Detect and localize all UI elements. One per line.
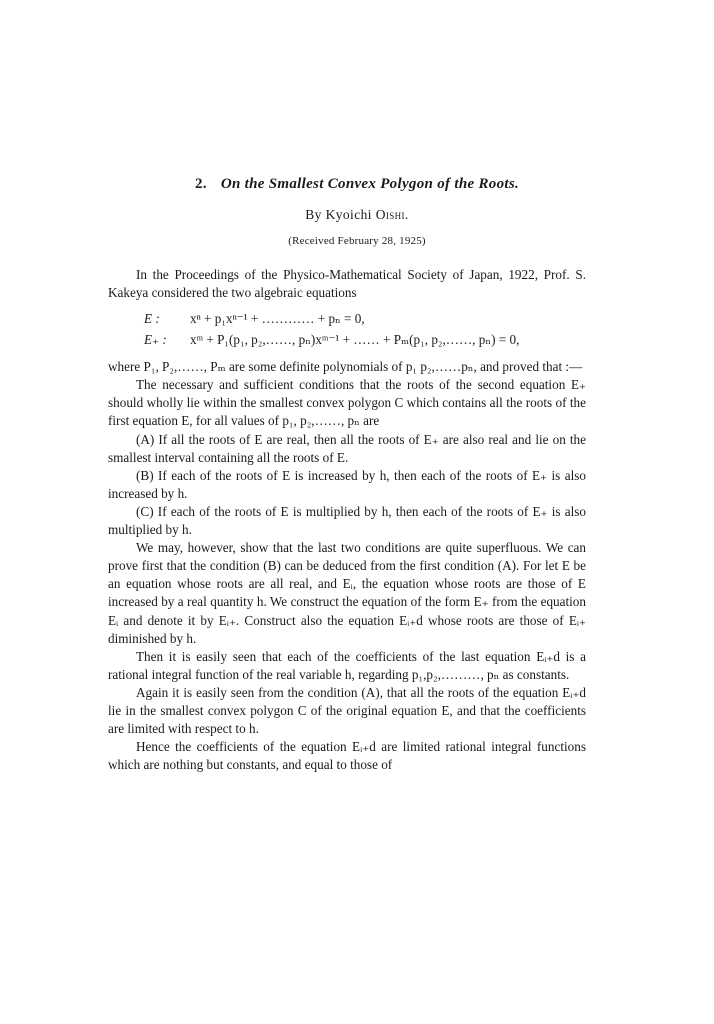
condition-c: (C) If each of the roots of E is multiplied by h, then each of the roots of E₊ is also multiplied by h. [108, 503, 586, 538]
author-prefix: By Kyoichi [305, 207, 372, 222]
paragraph-superfluous: We may, however, show that the last two conditions are quite superfluous. We can prove first that the condition (B) can be deduced from the first condition (A). For let E be an equation whose roots are all real, and Eᵢ, the equation whose roots are those of E increased by a real quantity h. We construct the equation of the form E₊ from the equation Eᵢ and denote it by Eᵢ₊. Construct also the equation Eᵢ₊d whose roots are those of Eᵢ₊ diminished by h. [108, 540, 586, 646]
author-surname: Oishi. [375, 207, 409, 222]
article-body [108, 266, 586, 774]
equation-e-label: E : [144, 311, 160, 327]
paragraph-conditions: The necessary and sufficient conditions that the roots of the second equation E₊ should wholly lie within the smallest convex polygon C which contains all the roots of the first equation E, for all values of p₁, p₂,……, pₙ are [108, 377, 586, 429]
equation-e-star-rhs: xᵐ + P₁(p₁, p₂,……, pₙ)xᵐ⁻¹ + …… + Pₘ(p₁, p₂,……, pₙ) = 0, [190, 332, 520, 348]
received-date: (Received February 28, 1925) [288, 235, 426, 247]
author-line [0, 207, 714, 223]
paragraph-hence: Hence the coefficients of the equation Eᵢ₊d are limited rational integral functions which are nothing but constants, and equal to those of [108, 739, 586, 773]
paragraph-where: where P₁, P₂,……, Pₘ are some definite polynomials of p₁ p₂,……pₙ, and proved that :— [108, 359, 583, 375]
equation-block [108, 310, 586, 352]
paragraph-limited: Again it is easily seen from the condition (A), that all the roots of the equation Eᵢ₊d lie in the smallest convex polygon C of the original equation E, and that the coefficients are limited with respect to h. [108, 684, 586, 737]
title-text: On the Smallest Convex Polygon of the Roots. [220, 176, 520, 192]
equation-e-rhs: xⁿ + p₁xⁿ⁻¹ + ………… + pₙ = 0, [190, 311, 365, 327]
equation-e [108, 310, 586, 331]
paragraph-rational: Then it is easily seen that each of the coefficients of the last equation Eᵢ₊d is a rational integral function of the real variable h, regarding p₁,p₂,………, pₙ as constants. [108, 648, 586, 682]
equation-e-star [108, 331, 586, 352]
section-number: 2. [194, 176, 207, 192]
condition-b: (B) If each of the roots of E is increased by h, then each of the roots of E₊ is also increased by h. [108, 467, 586, 501]
condition-a: (A) If all the roots of E are real, then all the roots of E₊ are also real and lie on the smallest interval containing all the roots of E. [108, 431, 586, 465]
paragraph-intro: In the Proceedings of the Physico-Mathematical Society of Japan, 1922, Prof. S. Kakeya considered the two algebraic equations [108, 267, 586, 301]
equation-e-star-label: E₊ : [144, 332, 167, 348]
article-title [0, 176, 714, 193]
